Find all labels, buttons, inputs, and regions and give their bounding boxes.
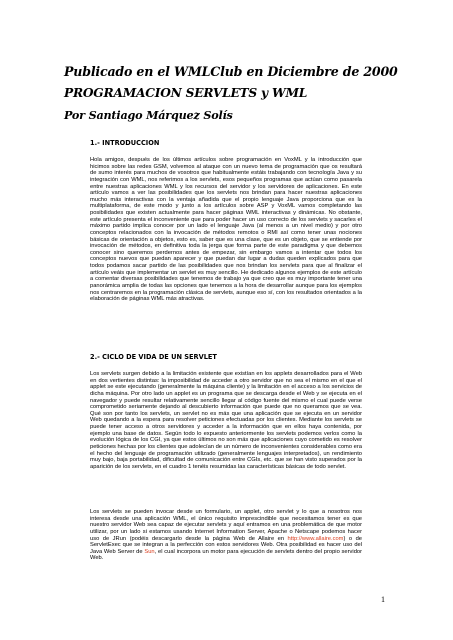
publication-note: Publicado en el WMLClub en Diciembre de 2000	[64, 64, 398, 79]
lifecycle-paragraph-1: Los servlets surgen debido a la limitación existente que existían en los applets desarrollados para el Web en dos vertientes distintas: la imposibilidad de acceder a otro servidor que no sea el mismo en el que el applet se este ejecutando (generalmente la máquina cliente) y la limitación en el acceso a los servicios de dicha máquina. Por otro lado un applet es un programa que se descarga desde el Web y se ejecuta en el navegador y puede resultar relativamente sencillo llegar al código fuente del mismo el cual puede verse comprometido seriamente dejando al descubierto información que puede que no queramos que se vea. Qué son por tanto los servlets, un servlet no es más que una aplicación que se ejecuta en un servidor Web quedando a la espera para resolver peticiones efectuadas por los clientes. Mediante los servlets se puede tener acceso a otros servidores y acceder a la información que en ellos haya contenida, por ejemplo una base de datos. Según todo lo expuesto anteriormente los servlets podemos verlos como la evolución lógica de los CGI, ya que estos últimos no son más que aplicaciones cuyo cometido es resolver peticiones hechas por los clientes que adolecían de un número de inconvenientes considerables como era el hecho del lenguaje de programación utilizado (generalmente lenguajes interpretados), un rendimiento muy bajo, baja portabilidad, dificultad de comunicación entre CGIs, etc. que se han visto superados por la aparición de los servlets, en el cuadro 1 tenéis resumidas las características básicas de todo servlet.	[90, 371, 362, 470]
sun-link[interactable]: Sun	[144, 548, 155, 555]
intro-paragraph: Hola amigos, después de los últimos artículos sobre programación en VoxML y la introducción que hicimos sobre las redes GSM, volvemos al ataque con un nuevo tema de programación que os resultará de sumo interés para muchos de vosotros que habitualmente estáis trabajando con tecnología Java y su integración con WML, nos referimos a los servlets, esos pequeños programas que actúan como pasarela entre nuestras aplicaciones WML y los recursos del servidor y los servidores de aplicaciones. En este artículo vamos a ver las posibilidades que los servlets nos brindan para hacer nuestras aplicaciones mucho más interactivas con la ventaja añadida que el propio lenguaje Java proporciona que es la multiplataforma, de este modo y junto a los artículos sobre ASP y VoxML vamos completando las posibilidades que existen actualmente para hacer páginas WML interactivas y dinámicas. No obstante, este artículo presenta el inconveniente que para poder hacer un uso correcto de los servlets y sacarles el máximo partido implica conocer por un lado el lenguaje Java (al menos a un nivel medio) y por otro conceptos relacionados con la invocación de métodos remotos o RMI así como tener unas nociones básicas de orientación a objetos, esto es, saber que es una clase, que es un objeto, que se entiende por invocación de métodos, en definitiva toda la jerga que forma parte de este paradigma y que debemos conocer sino queremos perdernos antes de empezar, sin embargo vamos a intentar que todos los conceptos nuevos que puedan aparecer y que puedan dar lugar a dudas queden explicados para que todos podamos sacar partido de las posibilidades que nos brindan los servlets para que al finalizar el artículo veáis que implementar un servlet es muy sencillo. He dedicado algunos ejemplos de este artículo a comentar diversas posibilidades que tenemos de trabajo ya que creo que es muy importante tener una panorámica amplia de todas las opciones que tenemos a la hora de desarrollar aunque para los ejemplos nos centraremos en la programación clásica de servlets, aunque eso sí, con los resultados orientados a la elaboración de páginas WML más atractivas.	[90, 157, 362, 303]
author-line: Por Santiago Márquez Solís	[64, 108, 233, 122]
allaire-link[interactable]: http://www.allaire.com	[287, 535, 344, 542]
paragraph-text-part: Los servlets se pueden invocar desde un formulario, un applet, otro servlet y lo que a nosotros nos interesa desde una aplicación WML, el único requisito imprescindible que necesitamos tener es que nuestro servidor Web sea capaz de ejecutar servlets y aquí entramos en una problemática de que motor utilizar, por un lado si estamos usando Internet Information Server, Apache o Netscape podemos hacer uso de JRun (podéis descargarlo desde la página Web de Allaire en	[90, 509, 362, 542]
document-title: PROGRAMACION SERVLETS y WML	[64, 86, 308, 100]
paragraph-text-part: ) o de ServletExec que se integran a la perfección con estos servidores Web. Otra posibilidad es hacer uso del Java Web Server de	[90, 535, 362, 555]
page-number: 1	[381, 595, 385, 604]
section-heading-introduccion: 1.- INTRODUCCION	[90, 139, 160, 147]
section-heading-ciclo-de-vida: 2.- CICLO DE VIDA DE UN SERVLET	[90, 353, 217, 361]
paragraph-text-part: , el cual incorpora un motor para ejecución de servlets dentro del propio servidor Web.	[90, 548, 363, 562]
lifecycle-paragraph-2	[90, 509, 362, 573]
